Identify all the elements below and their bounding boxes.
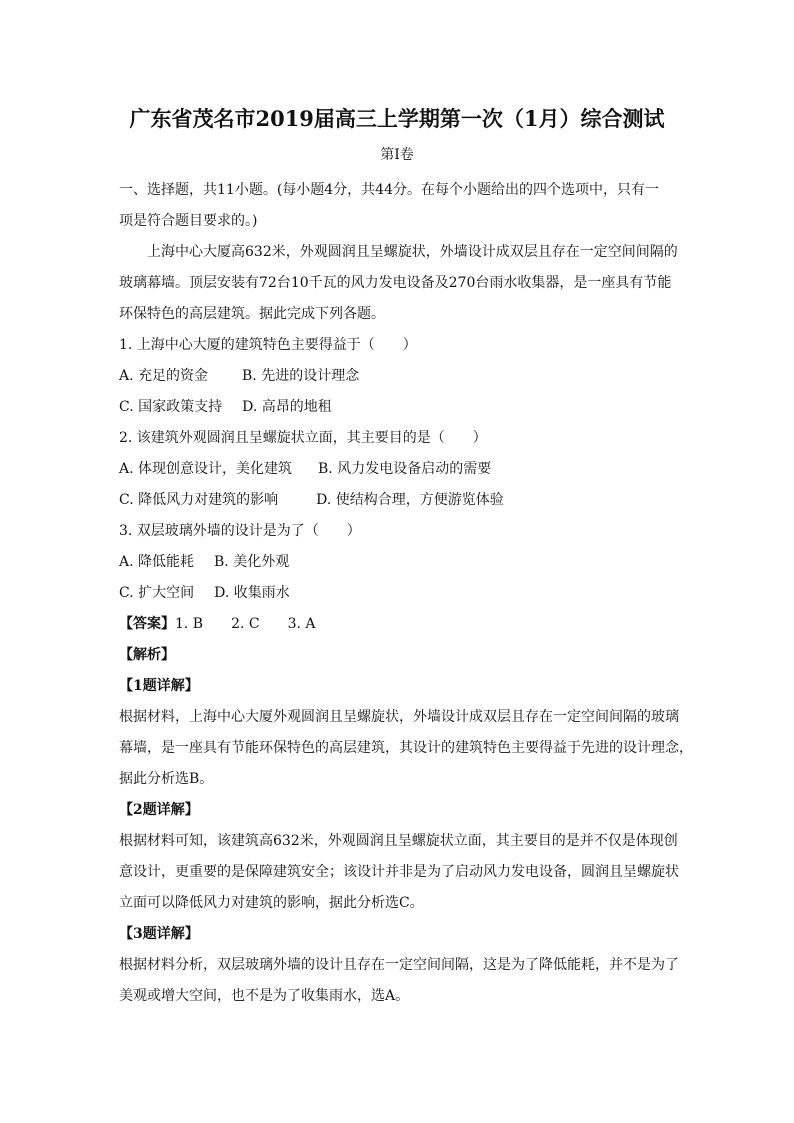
explanation-1-line-2: 幕墙，是一座具有节能环保特色的高层建筑，其设计的建筑特色主要得益于先进的设计理念， [119,740,693,756]
passage-line-2: 玻璃幕墙。顶层安装有72台10千瓦的风力发电设备及270台雨水收集器，是一座具有节能 [119,275,672,291]
question-2-options-row-2 [119,490,679,510]
page-title: 广东省茂名市2019届高三上学期第一次（1月）综合测试 [129,106,665,131]
explanation-2-line-3: 立面可以降低风力对建筑的影响，据此分析选C。 [119,895,424,911]
question-3-option-a: A. 降低能耗 [119,554,195,570]
question-3-options-row-2 [119,583,679,603]
question-3-stem: 3. 双层玻璃外墙的设计是为了（ ） [119,523,361,539]
analysis-label: 【解析】 [119,647,175,663]
passage-line-3: 环保特色的高层建筑。据此完成下列各题。 [119,306,385,322]
explanation-1-label: 【1题详解】 [119,678,199,694]
question-2-option-a: A. 体现创意设计，美化建筑 [119,461,293,477]
question-2-option-c: C. 降低风力对建筑的影响 [119,492,279,508]
answer-label: 【答案】 [119,616,175,632]
explanation-3-line-1: 根据材料分析，双层玻璃外墙的设计且存在一定空间间隔，这是为了降低能耗，并不是为了 [119,957,679,973]
question-1-option-b: B. 先进的设计理念 [242,368,360,384]
question-1-option-d: D. 高昂的地租 [242,399,332,415]
explanation-1-line-3: 据此分析选B。 [119,771,214,787]
question-1-options-row-1 [119,366,679,386]
question-3-option-c: C. 扩大空间 [119,585,195,601]
section-subtitle: 第I卷 [380,147,414,163]
explanation-1-line-1: 根据材料，上海中心大厦外观圆润且呈螺旋状，外墙设计成双层且存在一定空间间隔的玻璃 [119,709,679,725]
answer-line [119,614,679,634]
question-2-stem: 2. 该建筑外观圆润且呈螺旋状立面，其主要目的是（ ） [119,430,487,446]
answer-values: 1. B 2. C 3. A [175,616,316,632]
question-2-options-row-1 [119,459,679,479]
question-3-options-row-1 [119,552,679,572]
question-3-option-d: D. 收集雨水 [214,585,290,601]
question-3-option-b: B. 美化外观 [214,554,290,570]
question-2-option-b: B. 风力发电设备启动的需要 [318,461,492,477]
instructions-line-1: 一、选择题，共11小题。(每小题4分，共44分。在每个小题给出的四个选项中，只有一 [119,182,659,198]
question-2-option-d: D. 使结构合理，方便游览体验 [316,492,504,508]
explanation-3-line-2: 美观或增大空间，也不是为了收集雨水，选A。 [119,988,410,1004]
question-1-option-c: C. 国家政策支持 [119,399,223,415]
question-1-options-row-2 [119,397,679,417]
instructions-line-2: 项是符合题目要求的。) [119,213,258,229]
explanation-2-label: 【2题详解】 [119,802,199,818]
explanation-3-label: 【3题详解】 [119,926,199,942]
explanation-2-line-2: 意设计，更重要的是保障建筑安全；该设计并非是为了启动风力发电设备，圆润且呈螺旋状 [119,864,679,880]
question-1-stem: 1. 上海中心大厦的建筑特色主要得益于（ ） [119,337,417,353]
question-1-option-a: A. 充足的资金 [119,368,209,384]
passage-line-1: 上海中心大厦高632米，外观圆润且呈螺旋状，外墙设计成双层且存在一定空间间隔的 [147,244,678,260]
explanation-2-line-1: 根据材料可知，该建筑高632米，外观圆润且呈螺旋状立面，其主要目的是并不仅是体现创 [119,833,678,849]
